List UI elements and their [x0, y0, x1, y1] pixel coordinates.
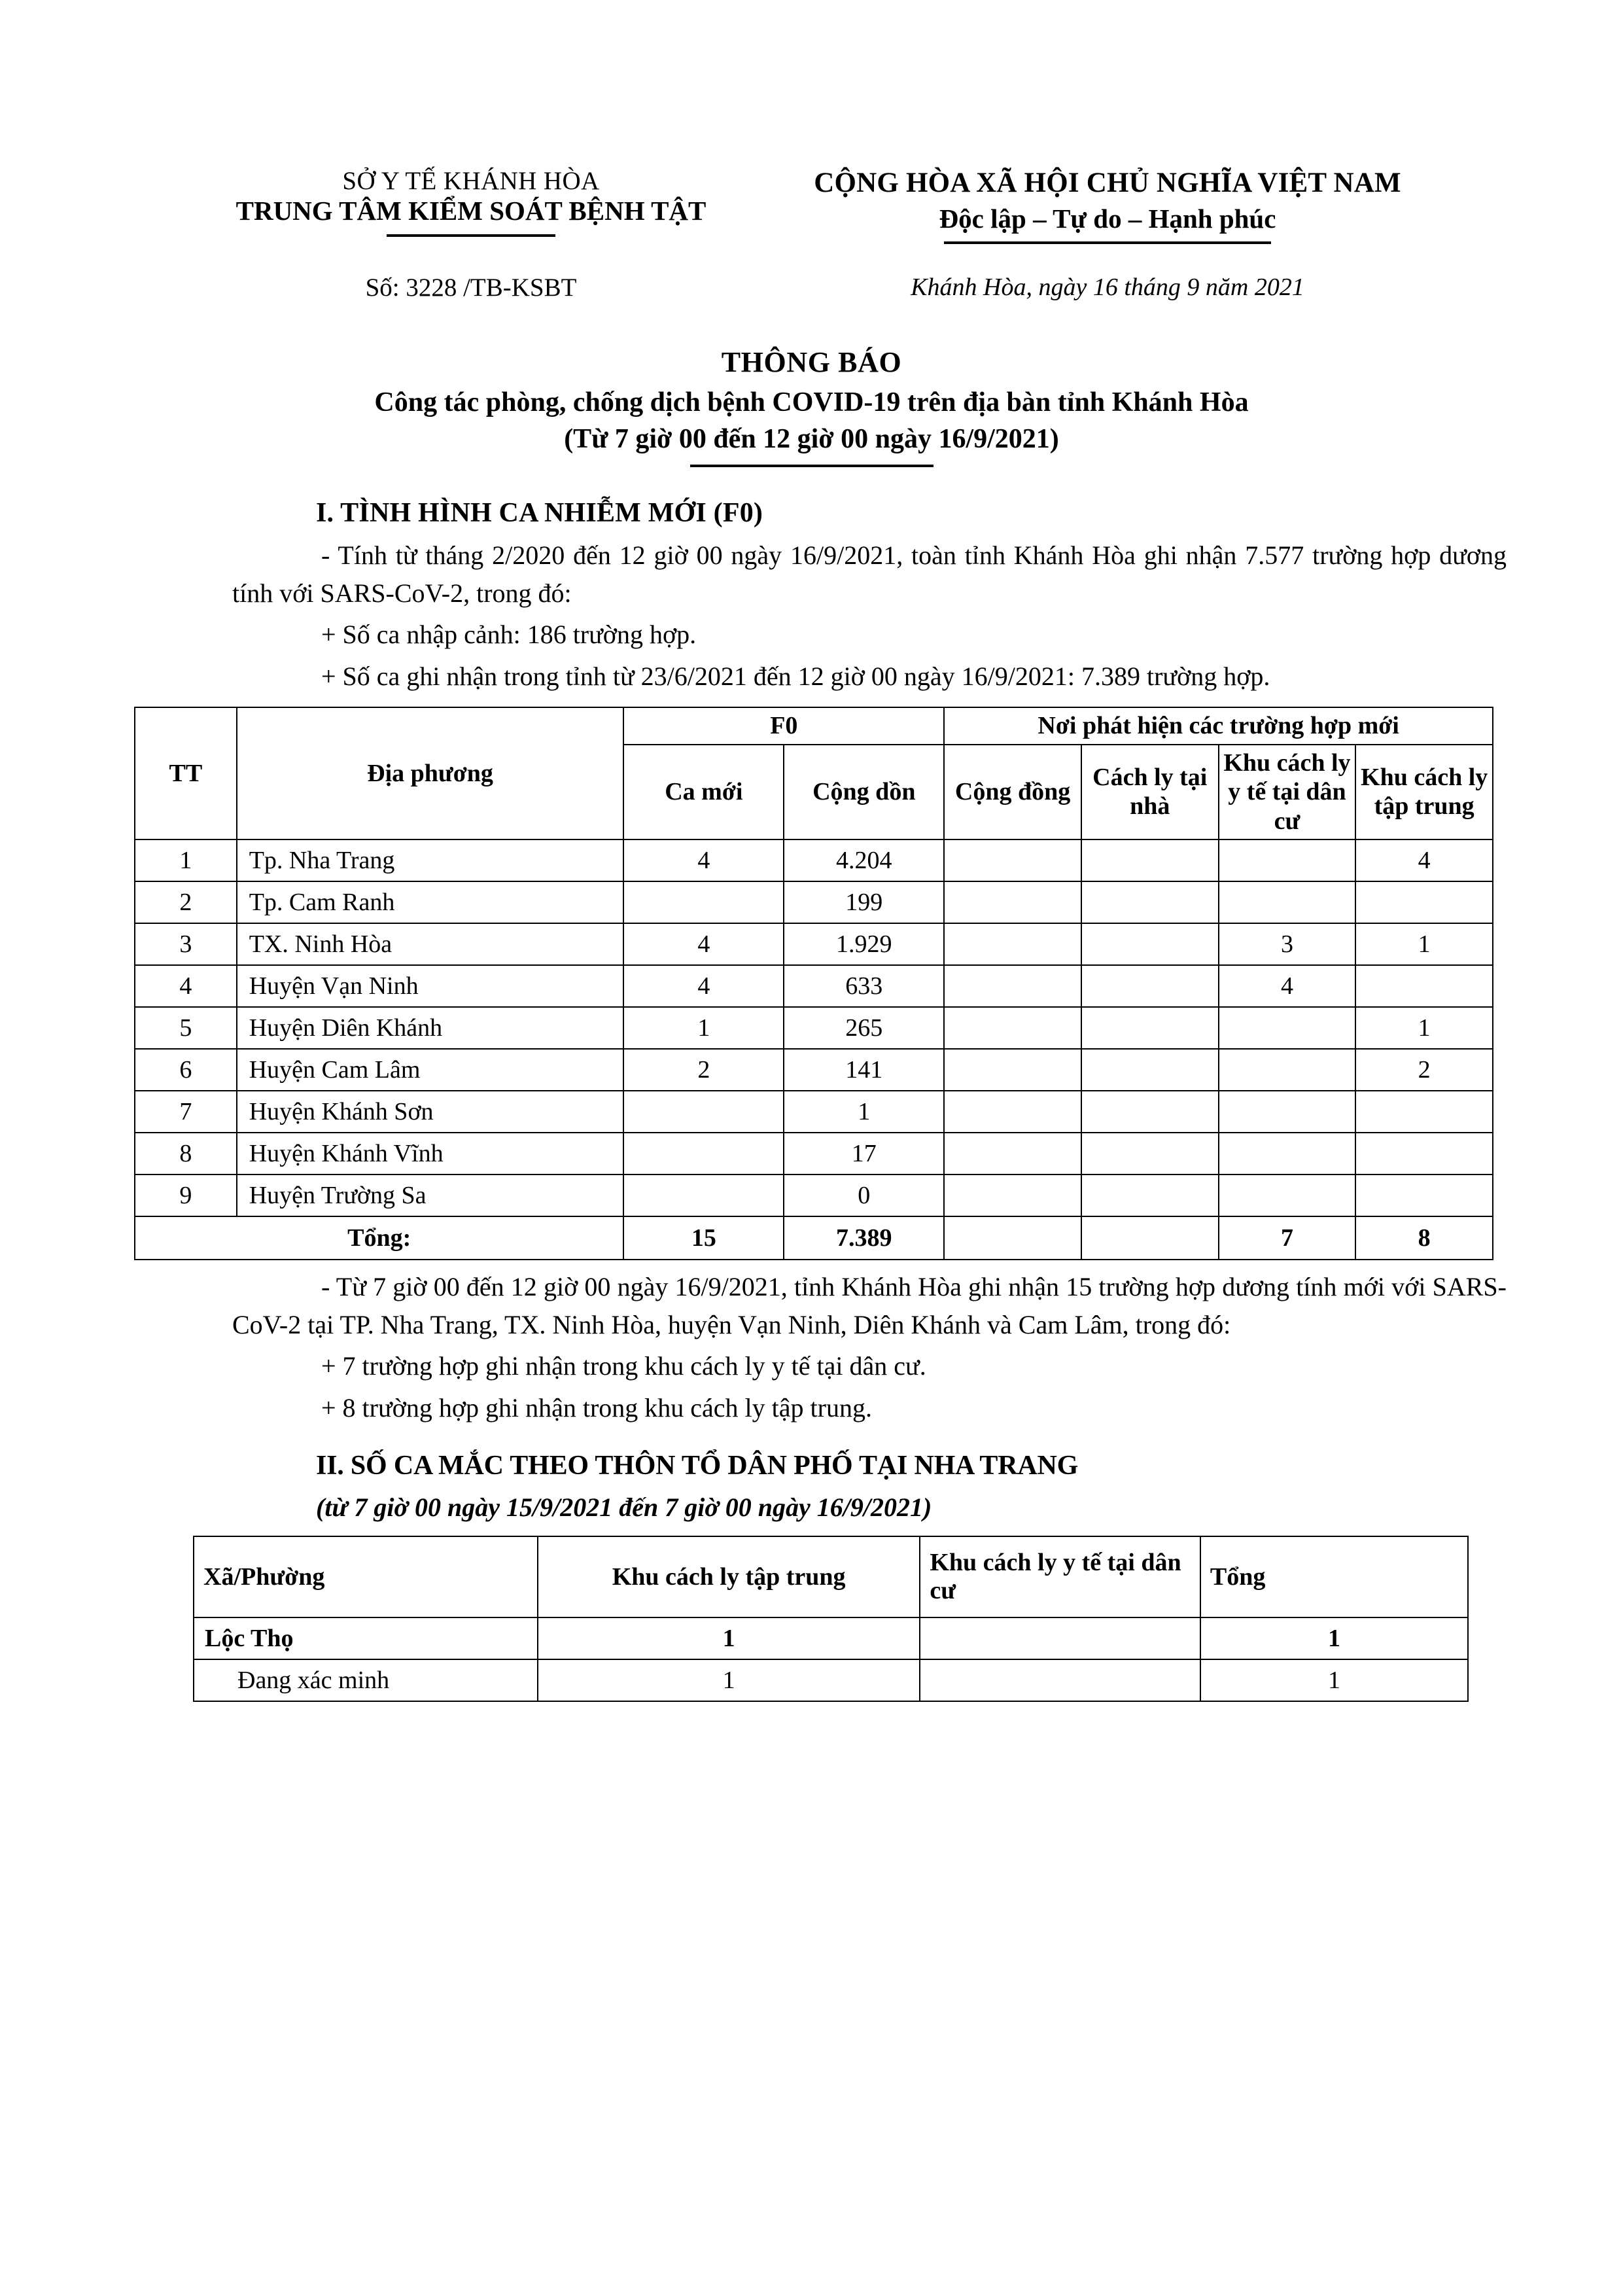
section-one-paragraph-1: - Tính từ tháng 2/2020 đến 12 giờ 00 ngày 16/9/2021, toàn tỉnh Khánh Hòa ghi nhận 7.577 trường hợp dương tính với SARS-CoV-2, trong đó:: [232, 540, 1507, 608]
cell-home-quarantine: [1081, 1174, 1219, 1216]
cell-community: [944, 881, 1081, 923]
table-row: [135, 965, 1493, 1007]
table-row: [135, 1049, 1493, 1091]
table-row: [135, 1133, 1493, 1174]
document-subject: Công tác phòng, chống dịch bệnh COVID-19 trên địa bàn tỉnh Khánh Hòa: [374, 387, 1249, 418]
cell-tt: 4: [135, 965, 237, 1007]
section-two-heading: II. SỐ CA MẮC THEO THÔN TỔ DÂN PHỐ TẠI NHA TRANG: [316, 1451, 1079, 1481]
cell-locality: Huyện Cam Lâm: [237, 1049, 624, 1091]
cell-ward: Đang xác minh: [194, 1659, 538, 1701]
cell-home-quarantine: [1081, 1049, 1219, 1091]
table-row: [135, 1091, 1493, 1133]
total-community: [944, 1216, 1081, 1260]
cell-tt: 6: [135, 1049, 237, 1091]
total-cumulative: 7.389: [784, 1216, 944, 1260]
section-one-paragraph-2: + Số ca nhập cảnh: 186 trường hợp.: [321, 620, 697, 650]
cell-medical-quarantine-residential: 4: [1219, 965, 1356, 1007]
ward-case-table-wrapper: [0, 1536, 1623, 1702]
cell-new-cases: [623, 881, 784, 923]
cell-ward-medical-quarantine-residential: [920, 1617, 1200, 1659]
cell-ward: Lộc Thọ: [194, 1617, 538, 1659]
cell-community: [944, 1091, 1081, 1133]
cell-community: [944, 923, 1081, 965]
department-name: SỞ Y TẾ KHÁNH HÒA: [342, 167, 600, 195]
country-name: CỘNG HÒA XÃ HỘI CHỦ NGHĨA VIỆT NAM: [814, 168, 1401, 198]
header-locality: Địa phương: [237, 707, 624, 839]
cell-ward-total: 1: [1200, 1617, 1468, 1659]
cell-home-quarantine: [1081, 881, 1219, 923]
cell-cumulative: 633: [784, 965, 944, 1007]
cell-cumulative: 1: [784, 1091, 944, 1133]
cell-community: [944, 1133, 1081, 1174]
cell-medical-quarantine-residential: [1219, 881, 1356, 923]
total-label: Tổng:: [135, 1216, 623, 1260]
cell-locality: Huyện Vạn Ninh: [237, 965, 624, 1007]
total-home-quarantine: [1081, 1216, 1219, 1260]
cell-centralized-quarantine: 1: [1355, 1007, 1493, 1049]
cell-cumulative: 141: [784, 1049, 944, 1091]
table-total-row: [135, 1216, 1493, 1260]
table-row: [194, 1617, 1468, 1659]
header-ward-medical-quarantine-residential: Khu cách ly y tế tại dân cư: [920, 1536, 1200, 1617]
cell-tt: 5: [135, 1007, 237, 1049]
cell-new-cases: 2: [623, 1049, 784, 1091]
section-one-heading: I. TÌNH HÌNH CA NHIỄM MỚI (F0): [316, 497, 763, 528]
header-rule-right: [944, 241, 1271, 244]
header-new-cases: Ca mới: [623, 745, 784, 839]
cell-cumulative: 4.204: [784, 839, 944, 881]
cell-centralized-quarantine: [1355, 965, 1493, 1007]
document-meta-row: [0, 273, 1623, 302]
cell-locality: Tp. Cam Ranh: [237, 881, 624, 923]
document-header: [0, 0, 1623, 244]
national-heading: [710, 167, 1505, 244]
cell-community: [944, 1007, 1081, 1049]
header-community: Cộng đồng: [944, 745, 1081, 839]
cell-cumulative: 17: [784, 1133, 944, 1174]
place-and-date: Khánh Hòa, ngày 16 tháng 9 năm 2021: [911, 273, 1304, 301]
cell-tt: 9: [135, 1174, 237, 1216]
header-tt: TT: [135, 707, 237, 839]
ward-case-table: [193, 1536, 1469, 1702]
header-ward-centralized-quarantine: Khu cách ly tập trung: [538, 1536, 920, 1617]
cell-cumulative: 0: [784, 1174, 944, 1216]
cell-community: [944, 1049, 1081, 1091]
cell-centralized-quarantine: [1355, 881, 1493, 923]
document-number: Số: 3228 /TB-KSBT: [365, 273, 577, 302]
cell-home-quarantine: [1081, 839, 1219, 881]
cell-tt: 2: [135, 881, 237, 923]
cell-ward-medical-quarantine-residential: [920, 1659, 1200, 1701]
ward-table-body: [194, 1617, 1468, 1701]
cell-locality: Huyện Diên Khánh: [237, 1007, 624, 1049]
section-two-subtitle: (từ 7 giờ 00 ngày 15/9/2021 đến 7 giờ 00 ngày 16/9/2021): [316, 1492, 932, 1523]
cell-locality: TX. Ninh Hòa: [237, 923, 624, 965]
table-row: [135, 839, 1493, 881]
document-type-title: THÔNG BÁO: [721, 345, 902, 378]
total-new-cases: 15: [623, 1216, 784, 1260]
locality-table-body: [135, 839, 1493, 1216]
section-one-paragraph-6: + 8 trường hợp ghi nhận trong khu cách ly tập trung.: [321, 1392, 872, 1422]
cell-home-quarantine: [1081, 965, 1219, 1007]
locality-case-table-wrapper: [0, 707, 1623, 1260]
title-rule: [690, 465, 934, 467]
cell-locality: Huyện Trường Sa: [237, 1174, 624, 1216]
cell-cumulative: 265: [784, 1007, 944, 1049]
cell-tt: 8: [135, 1133, 237, 1174]
section-one-paragraph-4: - Từ 7 giờ 00 đến 12 giờ 00 ngày 16/9/2021, tỉnh Khánh Hòa ghi nhận 15 trường hợp dương tính mới với SARS-CoV-2 tại TP. Nha Trang, TX. Ninh Hòa, huyện Vạn Ninh, Diên Khánh và Cam Lâm, trong đó:: [232, 1272, 1507, 1339]
cell-new-cases: 1: [623, 1007, 784, 1049]
table-row: [135, 1174, 1493, 1216]
table-header-row-1: [135, 707, 1493, 744]
total-medical-quarantine-residential: 7: [1219, 1216, 1356, 1260]
cell-tt: 1: [135, 839, 237, 881]
center-name: TRUNG TÂM KIỂM SOÁT BỆNH TẬT: [236, 195, 707, 226]
header-home-quarantine: Cách ly tại nhà: [1081, 745, 1219, 839]
cell-locality: Huyện Khánh Vĩnh: [237, 1133, 624, 1174]
cell-community: [944, 965, 1081, 1007]
document-period: (Từ 7 giờ 00 đến 12 giờ 00 ngày 16/9/2021): [564, 424, 1059, 455]
header-rule-left: [387, 234, 555, 237]
cell-locality: Huyện Khánh Sơn: [237, 1091, 624, 1133]
cell-new-cases: [623, 1091, 784, 1133]
table-row: [135, 923, 1493, 965]
cell-ward-centralized-quarantine: 1: [538, 1617, 920, 1659]
cell-home-quarantine: [1081, 1091, 1219, 1133]
total-centralized-quarantine: 8: [1355, 1216, 1493, 1260]
table-row: [194, 1659, 1468, 1701]
header-cumulative: Cộng dồn: [784, 745, 944, 839]
cell-cumulative: 199: [784, 881, 944, 923]
cell-cumulative: 1.929: [784, 923, 944, 965]
issuing-organization: [232, 167, 710, 244]
cell-centralized-quarantine: [1355, 1174, 1493, 1216]
cell-medical-quarantine-residential: [1219, 1133, 1356, 1174]
document-title-block: [0, 345, 1623, 467]
cell-tt: 7: [135, 1091, 237, 1133]
header-ward-total: Tổng: [1200, 1536, 1468, 1617]
cell-new-cases: 4: [623, 839, 784, 881]
section-one-paragraph-3: + Số ca ghi nhận trong tỉnh từ 23/6/2021 đến 12 giờ 00 ngày 16/9/2021: 7.389 trường hợp.: [321, 661, 1270, 691]
cell-home-quarantine: [1081, 923, 1219, 965]
cell-centralized-quarantine: 2: [1355, 1049, 1493, 1091]
national-motto: Độc lập – Tự do – Hạnh phúc: [939, 203, 1276, 234]
section-one: [0, 497, 1623, 695]
locality-case-table: [134, 707, 1493, 1260]
header-centralized-quarantine: Khu cách ly tập trung: [1355, 745, 1493, 839]
header-medical-quarantine-residential: Khu cách ly y tế tại dân cư: [1219, 745, 1356, 839]
ward-table-header-row: [194, 1536, 1468, 1617]
cell-new-cases: 4: [623, 923, 784, 965]
cell-home-quarantine: [1081, 1133, 1219, 1174]
cell-ward-centralized-quarantine: 1: [538, 1659, 920, 1701]
header-group-detection-place: Nơi phát hiện các trường hợp mới: [944, 707, 1493, 744]
cell-medical-quarantine-residential: [1219, 1174, 1356, 1216]
cell-community: [944, 839, 1081, 881]
header-group-f0: F0: [623, 707, 944, 744]
section-one-continued: [0, 1268, 1623, 1523]
header-ward: Xã/Phường: [194, 1536, 538, 1617]
cell-new-cases: 4: [623, 965, 784, 1007]
cell-medical-quarantine-residential: [1219, 1007, 1356, 1049]
table-row: [135, 1007, 1493, 1049]
cell-new-cases: [623, 1133, 784, 1174]
cell-centralized-quarantine: 4: [1355, 839, 1493, 881]
cell-centralized-quarantine: [1355, 1133, 1493, 1174]
cell-centralized-quarantine: [1355, 1091, 1493, 1133]
cell-centralized-quarantine: 1: [1355, 923, 1493, 965]
cell-medical-quarantine-residential: [1219, 1049, 1356, 1091]
cell-home-quarantine: [1081, 1007, 1219, 1049]
table-row: [135, 881, 1493, 923]
cell-medical-quarantine-residential: 3: [1219, 923, 1356, 965]
cell-tt: 3: [135, 923, 237, 965]
cell-medical-quarantine-residential: [1219, 839, 1356, 881]
cell-new-cases: [623, 1174, 784, 1216]
cell-medical-quarantine-residential: [1219, 1091, 1356, 1133]
cell-ward-total: 1: [1200, 1659, 1468, 1701]
cell-community: [944, 1174, 1081, 1216]
cell-locality: Tp. Nha Trang: [237, 839, 624, 881]
section-one-paragraph-5: + 7 trường hợp ghi nhận trong khu cách ly y tế tại dân cư.: [321, 1351, 926, 1381]
